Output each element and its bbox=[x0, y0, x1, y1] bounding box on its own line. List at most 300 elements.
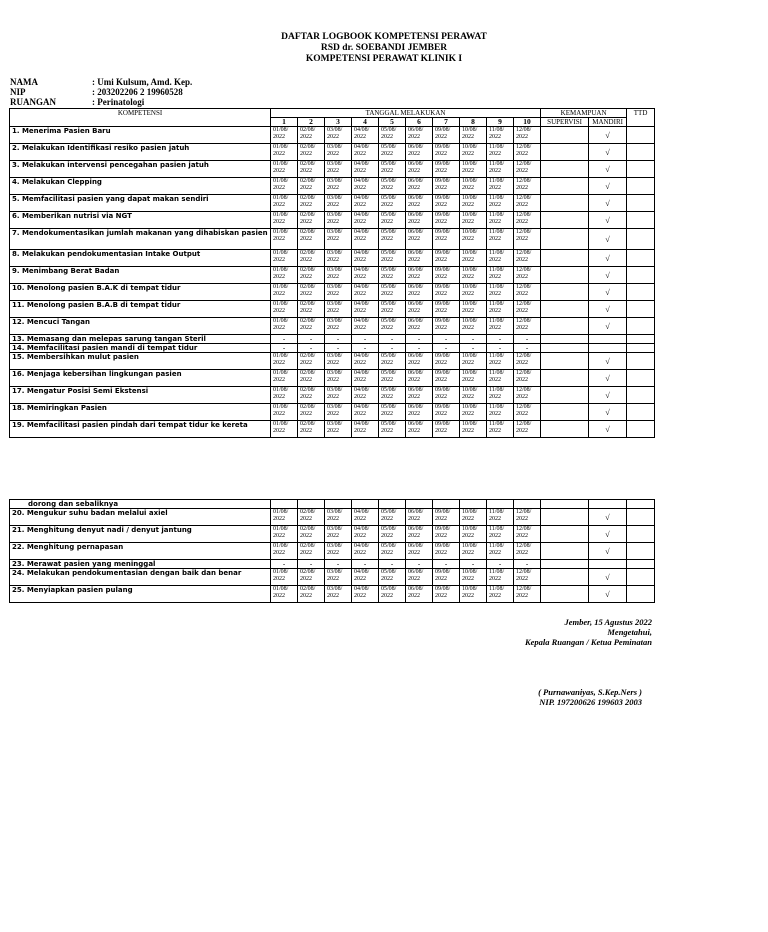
date-day-month: 04/08/ bbox=[354, 229, 370, 235]
date-day-month: 05/08/ bbox=[381, 195, 397, 201]
date-day-month: 03/08/ bbox=[327, 267, 343, 273]
date-cell bbox=[379, 569, 406, 586]
competency-row bbox=[10, 284, 655, 301]
date-year: 2022 bbox=[327, 151, 339, 157]
date-day-month: 02/08/ bbox=[300, 284, 316, 290]
ttd-cell bbox=[627, 267, 655, 284]
date-cell bbox=[379, 250, 406, 267]
mandiri-cell bbox=[589, 586, 627, 603]
date-day-month: 11/08/ bbox=[489, 195, 505, 201]
date-cell bbox=[325, 370, 352, 387]
date-day-month: 05/08/ bbox=[381, 421, 397, 427]
date-cell bbox=[298, 404, 325, 421]
date-year: 2022 bbox=[327, 325, 339, 331]
competency-label: 22. Menghitung pernapasan bbox=[10, 543, 271, 560]
date-day-month: 01/08/ bbox=[273, 586, 289, 592]
date-day-month: 12/08/ bbox=[516, 370, 532, 376]
date-year: 2022 bbox=[354, 394, 366, 400]
date-cell bbox=[460, 586, 487, 603]
mandiri-cell bbox=[589, 335, 627, 344]
date-cell bbox=[325, 509, 352, 526]
date-cell bbox=[352, 353, 379, 370]
date-day-month: 02/08/ bbox=[300, 161, 316, 167]
empty-cell bbox=[379, 500, 406, 509]
date-day-month: 03/08/ bbox=[327, 569, 343, 575]
date-day-month: 04/08/ bbox=[354, 267, 370, 273]
check-mark-icon: √ bbox=[605, 198, 610, 208]
date-year: 2022 bbox=[489, 516, 501, 522]
date-cell bbox=[433, 509, 460, 526]
date-year: 2022 bbox=[300, 377, 312, 383]
date-year: 2022 bbox=[381, 291, 393, 297]
date-day-month: 09/08/ bbox=[435, 161, 451, 167]
date-cell bbox=[433, 387, 460, 404]
date-day-month: 12/08/ bbox=[516, 404, 532, 410]
date-year: 2022 bbox=[516, 219, 528, 225]
competency-label: 23. Merawat pasien yang meninggal bbox=[10, 560, 271, 569]
date-year: 2022 bbox=[489, 533, 501, 539]
supervisi-cell bbox=[541, 526, 589, 543]
date-cell-empty: - bbox=[271, 560, 298, 569]
info-label: RUANGAN bbox=[10, 97, 56, 107]
date-day-month: 02/08/ bbox=[300, 250, 316, 256]
empty-cell bbox=[487, 500, 514, 509]
competency-label: 9. Menimbang Berat Badan bbox=[10, 267, 271, 284]
date-year: 2022 bbox=[354, 219, 366, 225]
date-year: 2022 bbox=[327, 411, 339, 417]
logbook-table-part-1 bbox=[9, 108, 655, 438]
date-year: 2022 bbox=[381, 325, 393, 331]
date-year: 2022 bbox=[408, 325, 420, 331]
date-cell bbox=[379, 526, 406, 543]
mandiri-cell bbox=[589, 267, 627, 284]
date-year: 2022 bbox=[435, 308, 447, 314]
date-cell bbox=[379, 586, 406, 603]
date-cell bbox=[298, 144, 325, 161]
date-cell bbox=[514, 127, 541, 144]
date-cell bbox=[379, 284, 406, 301]
date-day-month: 05/08/ bbox=[381, 526, 397, 532]
supervisi-cell bbox=[541, 370, 589, 387]
date-cell bbox=[352, 526, 379, 543]
date-year: 2022 bbox=[462, 516, 474, 522]
date-day-month: 01/08/ bbox=[273, 318, 289, 324]
date-cell bbox=[460, 250, 487, 267]
date-year: 2022 bbox=[408, 593, 420, 599]
date-year: 2022 bbox=[273, 151, 285, 157]
date-day-month: 03/08/ bbox=[327, 509, 343, 515]
date-cell bbox=[352, 569, 379, 586]
day-number-header: 8 bbox=[460, 118, 487, 127]
date-day-month: 01/08/ bbox=[273, 144, 289, 150]
date-cell bbox=[487, 421, 514, 438]
date-year: 2022 bbox=[408, 202, 420, 208]
date-cell bbox=[487, 318, 514, 335]
date-cell bbox=[487, 144, 514, 161]
mandiri-cell bbox=[589, 387, 627, 404]
date-year: 2022 bbox=[327, 377, 339, 383]
signatory-nip: NIP. 197200626 199603 2003 bbox=[539, 697, 642, 707]
date-cell-empty: - bbox=[352, 344, 379, 353]
signature-block bbox=[525, 617, 652, 647]
empty-cell bbox=[406, 500, 433, 509]
date-year: 2022 bbox=[489, 593, 501, 599]
date-year: 2022 bbox=[273, 274, 285, 280]
date-year: 2022 bbox=[273, 202, 285, 208]
date-day-month: 05/08/ bbox=[381, 178, 397, 184]
date-day-month: 12/08/ bbox=[516, 127, 532, 133]
date-day-month: 10/08/ bbox=[462, 586, 478, 592]
date-cell-empty: - bbox=[325, 344, 352, 353]
date-cell bbox=[514, 161, 541, 178]
ttd-cell bbox=[627, 144, 655, 161]
date-year: 2022 bbox=[354, 576, 366, 582]
date-day-month: 06/08/ bbox=[408, 353, 424, 359]
date-cell bbox=[514, 387, 541, 404]
date-year: 2022 bbox=[435, 550, 447, 556]
date-day-month: 06/08/ bbox=[408, 161, 424, 167]
date-cell bbox=[325, 353, 352, 370]
date-cell bbox=[406, 301, 433, 318]
date-year: 2022 bbox=[300, 360, 312, 366]
date-cell bbox=[460, 387, 487, 404]
date-day-month: 06/08/ bbox=[408, 229, 424, 235]
supervisi-header: SUPERVISI bbox=[541, 118, 589, 127]
check-mark-icon: √ bbox=[605, 234, 610, 244]
day-number-header: 5 bbox=[379, 118, 406, 127]
date-day-month: 06/08/ bbox=[408, 301, 424, 307]
date-day-month: 01/08/ bbox=[273, 195, 289, 201]
date-cell bbox=[514, 509, 541, 526]
date-year: 2022 bbox=[462, 428, 474, 434]
date-year: 2022 bbox=[408, 550, 420, 556]
date-year: 2022 bbox=[381, 202, 393, 208]
competency-row bbox=[10, 267, 655, 284]
signature-known: Mengetahui, bbox=[607, 627, 652, 637]
mandiri-cell bbox=[589, 127, 627, 144]
date-year: 2022 bbox=[273, 428, 285, 434]
day-number-header: 7 bbox=[433, 118, 460, 127]
date-day-month: 12/08/ bbox=[516, 421, 532, 427]
date-cell-empty: - bbox=[379, 344, 406, 353]
ttd-cell bbox=[627, 569, 655, 586]
date-day-month: 06/08/ bbox=[408, 144, 424, 150]
date-year: 2022 bbox=[381, 274, 393, 280]
date-day-month: 02/08/ bbox=[300, 144, 316, 150]
date-cell bbox=[379, 543, 406, 560]
date-cell bbox=[487, 161, 514, 178]
empty-cell bbox=[271, 500, 298, 509]
date-year: 2022 bbox=[462, 185, 474, 191]
date-cell bbox=[325, 161, 352, 178]
date-cell bbox=[271, 212, 298, 229]
date-year: 2022 bbox=[408, 394, 420, 400]
date-cell bbox=[460, 543, 487, 560]
date-day-month: 11/08/ bbox=[489, 509, 505, 515]
day-number-header: 10 bbox=[514, 118, 541, 127]
date-year: 2022 bbox=[327, 274, 339, 280]
date-day-month: 10/08/ bbox=[462, 178, 478, 184]
date-day-month: 05/08/ bbox=[381, 543, 397, 549]
day-number-header: 1 bbox=[271, 118, 298, 127]
date-day-month: 05/08/ bbox=[381, 284, 397, 290]
date-day-month: 05/08/ bbox=[381, 144, 397, 150]
date-year: 2022 bbox=[516, 325, 528, 331]
date-day-month: 09/08/ bbox=[435, 526, 451, 532]
empty-cell bbox=[541, 500, 589, 509]
date-year: 2022 bbox=[327, 593, 339, 599]
date-year: 2022 bbox=[273, 291, 285, 297]
date-day-month: 02/08/ bbox=[300, 526, 316, 532]
supervisi-cell bbox=[541, 284, 589, 301]
info-row-nama bbox=[10, 77, 192, 87]
date-year: 2022 bbox=[300, 236, 312, 242]
competency-row bbox=[10, 569, 655, 586]
date-day-month: 09/08/ bbox=[435, 301, 451, 307]
date-day-month: 04/08/ bbox=[354, 144, 370, 150]
date-cell bbox=[379, 353, 406, 370]
date-cell bbox=[406, 404, 433, 421]
ttd-cell bbox=[627, 335, 655, 344]
competency-label: 20. Mengukur suhu badan melalui axiel bbox=[10, 509, 271, 526]
mandiri-cell bbox=[589, 344, 627, 353]
date-day-month: 10/08/ bbox=[462, 370, 478, 376]
date-day-month: 04/08/ bbox=[354, 127, 370, 133]
ttd-cell bbox=[627, 229, 655, 250]
date-day-month: 01/08/ bbox=[273, 526, 289, 532]
date-year: 2022 bbox=[489, 308, 501, 314]
date-day-month: 05/08/ bbox=[381, 229, 397, 235]
info-row-nip bbox=[10, 87, 192, 97]
date-day-month: 01/08/ bbox=[273, 127, 289, 133]
date-cell bbox=[406, 353, 433, 370]
competency-label: 24. Melakukan pendokumentasian dengan baik dan benar bbox=[10, 569, 271, 586]
date-day-month: 03/08/ bbox=[327, 144, 343, 150]
date-cell bbox=[487, 543, 514, 560]
supervisi-cell bbox=[541, 421, 589, 438]
date-day-month: 06/08/ bbox=[408, 387, 424, 393]
date-cell bbox=[487, 370, 514, 387]
ttd-cell bbox=[627, 404, 655, 421]
date-year: 2022 bbox=[354, 168, 366, 174]
date-year: 2022 bbox=[516, 308, 528, 314]
date-year: 2022 bbox=[354, 236, 366, 242]
date-year: 2022 bbox=[489, 360, 501, 366]
date-cell bbox=[433, 370, 460, 387]
date-cell bbox=[271, 178, 298, 195]
date-year: 2022 bbox=[354, 291, 366, 297]
date-cell bbox=[406, 370, 433, 387]
date-year: 2022 bbox=[381, 550, 393, 556]
date-cell bbox=[379, 178, 406, 195]
date-year: 2022 bbox=[381, 257, 393, 263]
date-year: 2022 bbox=[273, 257, 285, 263]
competency-row bbox=[10, 370, 655, 387]
date-year: 2022 bbox=[489, 411, 501, 417]
date-year: 2022 bbox=[516, 151, 528, 157]
date-day-month: 02/08/ bbox=[300, 267, 316, 273]
date-cell bbox=[298, 267, 325, 284]
date-cell bbox=[325, 543, 352, 560]
competency-label: 15. Membersihkan mulut pasien bbox=[10, 353, 271, 370]
date-cell bbox=[379, 387, 406, 404]
date-year: 2022 bbox=[273, 576, 285, 582]
date-cell bbox=[379, 212, 406, 229]
empty-cell bbox=[298, 500, 325, 509]
date-day-month: 04/08/ bbox=[354, 387, 370, 393]
info-row-ruangan bbox=[10, 97, 192, 107]
date-year: 2022 bbox=[462, 257, 474, 263]
date-year: 2022 bbox=[516, 428, 528, 434]
competency-row-not-done bbox=[10, 335, 655, 344]
mandiri-cell bbox=[589, 560, 627, 569]
date-cell bbox=[325, 586, 352, 603]
date-day-month: 06/08/ bbox=[408, 586, 424, 592]
signature-name-block bbox=[538, 687, 642, 707]
date-day-month: 10/08/ bbox=[462, 318, 478, 324]
date-cell-empty: - bbox=[514, 560, 541, 569]
supervisi-cell bbox=[541, 404, 589, 421]
date-cell bbox=[379, 127, 406, 144]
date-year: 2022 bbox=[273, 168, 285, 174]
date-day-month: 06/08/ bbox=[408, 267, 424, 273]
mandiri-cell bbox=[589, 526, 627, 543]
date-day-month: 04/08/ bbox=[354, 526, 370, 532]
check-mark-icon: √ bbox=[605, 304, 610, 314]
date-cell bbox=[514, 404, 541, 421]
date-cell-empty: - bbox=[487, 560, 514, 569]
date-cell bbox=[298, 212, 325, 229]
date-day-month: 06/08/ bbox=[408, 178, 424, 184]
date-year: 2022 bbox=[381, 516, 393, 522]
date-year: 2022 bbox=[516, 291, 528, 297]
date-day-month: 12/08/ bbox=[516, 353, 532, 359]
date-year: 2022 bbox=[327, 428, 339, 434]
date-day-month: 03/08/ bbox=[327, 195, 343, 201]
date-day-month: 09/08/ bbox=[435, 178, 451, 184]
mandiri-cell bbox=[589, 301, 627, 318]
date-day-month: 04/08/ bbox=[354, 404, 370, 410]
date-year: 2022 bbox=[408, 185, 420, 191]
date-cell bbox=[514, 212, 541, 229]
tanggal-header: TANGGAL MELAKUKAN bbox=[271, 109, 541, 118]
date-cell bbox=[379, 318, 406, 335]
date-cell-empty: - bbox=[325, 335, 352, 344]
date-year: 2022 bbox=[354, 202, 366, 208]
date-year: 2022 bbox=[273, 134, 285, 140]
date-cell bbox=[514, 229, 541, 250]
date-day-month: 02/08/ bbox=[300, 178, 316, 184]
date-day-month: 06/08/ bbox=[408, 250, 424, 256]
date-cell bbox=[460, 178, 487, 195]
date-day-month: 01/08/ bbox=[273, 161, 289, 167]
date-cell bbox=[352, 127, 379, 144]
date-year: 2022 bbox=[516, 202, 528, 208]
date-year: 2022 bbox=[327, 533, 339, 539]
date-cell bbox=[487, 586, 514, 603]
date-cell-empty: - bbox=[460, 560, 487, 569]
competency-row-not-done bbox=[10, 344, 655, 353]
check-mark-icon: √ bbox=[605, 147, 610, 157]
ttd-cell bbox=[627, 353, 655, 370]
date-cell bbox=[514, 250, 541, 267]
date-day-month: 06/08/ bbox=[408, 284, 424, 290]
date-day-month: 11/08/ bbox=[489, 161, 505, 167]
title-line-2: RSD dr. SOEBANDI JEMBER bbox=[320, 43, 448, 53]
mandiri-cell bbox=[589, 421, 627, 438]
date-cell bbox=[298, 161, 325, 178]
date-year: 2022 bbox=[408, 219, 420, 225]
date-year: 2022 bbox=[327, 360, 339, 366]
date-day-month: 05/08/ bbox=[381, 250, 397, 256]
date-cell bbox=[352, 543, 379, 560]
date-cell-empty: - bbox=[433, 560, 460, 569]
competency-row bbox=[10, 318, 655, 335]
date-cell bbox=[325, 178, 352, 195]
date-year: 2022 bbox=[462, 550, 474, 556]
date-year: 2022 bbox=[300, 151, 312, 157]
date-year: 2022 bbox=[516, 394, 528, 400]
competency-label: 21. Menghitung denyut nadi / denyut jantung bbox=[10, 526, 271, 543]
empty-cell bbox=[514, 500, 541, 509]
date-cell-empty: - bbox=[298, 335, 325, 344]
date-day-month: 03/08/ bbox=[327, 370, 343, 376]
date-day-month: 12/08/ bbox=[516, 161, 532, 167]
competency-row bbox=[10, 353, 655, 370]
date-year: 2022 bbox=[408, 360, 420, 366]
date-year: 2022 bbox=[381, 533, 393, 539]
date-day-month: 02/08/ bbox=[300, 586, 316, 592]
check-mark-icon: √ bbox=[605, 546, 610, 556]
date-year: 2022 bbox=[435, 274, 447, 280]
date-day-month: 06/08/ bbox=[408, 195, 424, 201]
date-cell bbox=[298, 370, 325, 387]
date-year: 2022 bbox=[516, 576, 528, 582]
date-year: 2022 bbox=[408, 291, 420, 297]
date-cell bbox=[433, 301, 460, 318]
date-day-month: 11/08/ bbox=[489, 404, 505, 410]
date-day-month: 01/08/ bbox=[273, 421, 289, 427]
competency-row bbox=[10, 250, 655, 267]
supervisi-cell bbox=[541, 586, 589, 603]
empty-cell bbox=[433, 500, 460, 509]
date-year: 2022 bbox=[381, 394, 393, 400]
date-cell bbox=[514, 543, 541, 560]
date-day-month: 04/08/ bbox=[354, 586, 370, 592]
kompetensi-header: KOMPETENSI bbox=[10, 109, 271, 127]
date-cell bbox=[487, 127, 514, 144]
ttd-header: TTD bbox=[627, 109, 655, 127]
date-year: 2022 bbox=[489, 576, 501, 582]
date-cell bbox=[298, 353, 325, 370]
date-cell bbox=[271, 267, 298, 284]
date-day-month: 11/08/ bbox=[489, 144, 505, 150]
date-day-month: 12/08/ bbox=[516, 267, 532, 273]
date-year: 2022 bbox=[462, 533, 474, 539]
date-year: 2022 bbox=[381, 428, 393, 434]
date-year: 2022 bbox=[354, 428, 366, 434]
check-mark-icon: √ bbox=[605, 287, 610, 297]
date-year: 2022 bbox=[516, 168, 528, 174]
date-year: 2022 bbox=[462, 360, 474, 366]
date-year: 2022 bbox=[354, 134, 366, 140]
date-day-month: 10/08/ bbox=[462, 387, 478, 393]
date-cell bbox=[487, 509, 514, 526]
date-cell-empty: - bbox=[460, 344, 487, 353]
date-day-month: 04/08/ bbox=[354, 195, 370, 201]
date-day-month: 12/08/ bbox=[516, 318, 532, 324]
date-cell bbox=[460, 526, 487, 543]
